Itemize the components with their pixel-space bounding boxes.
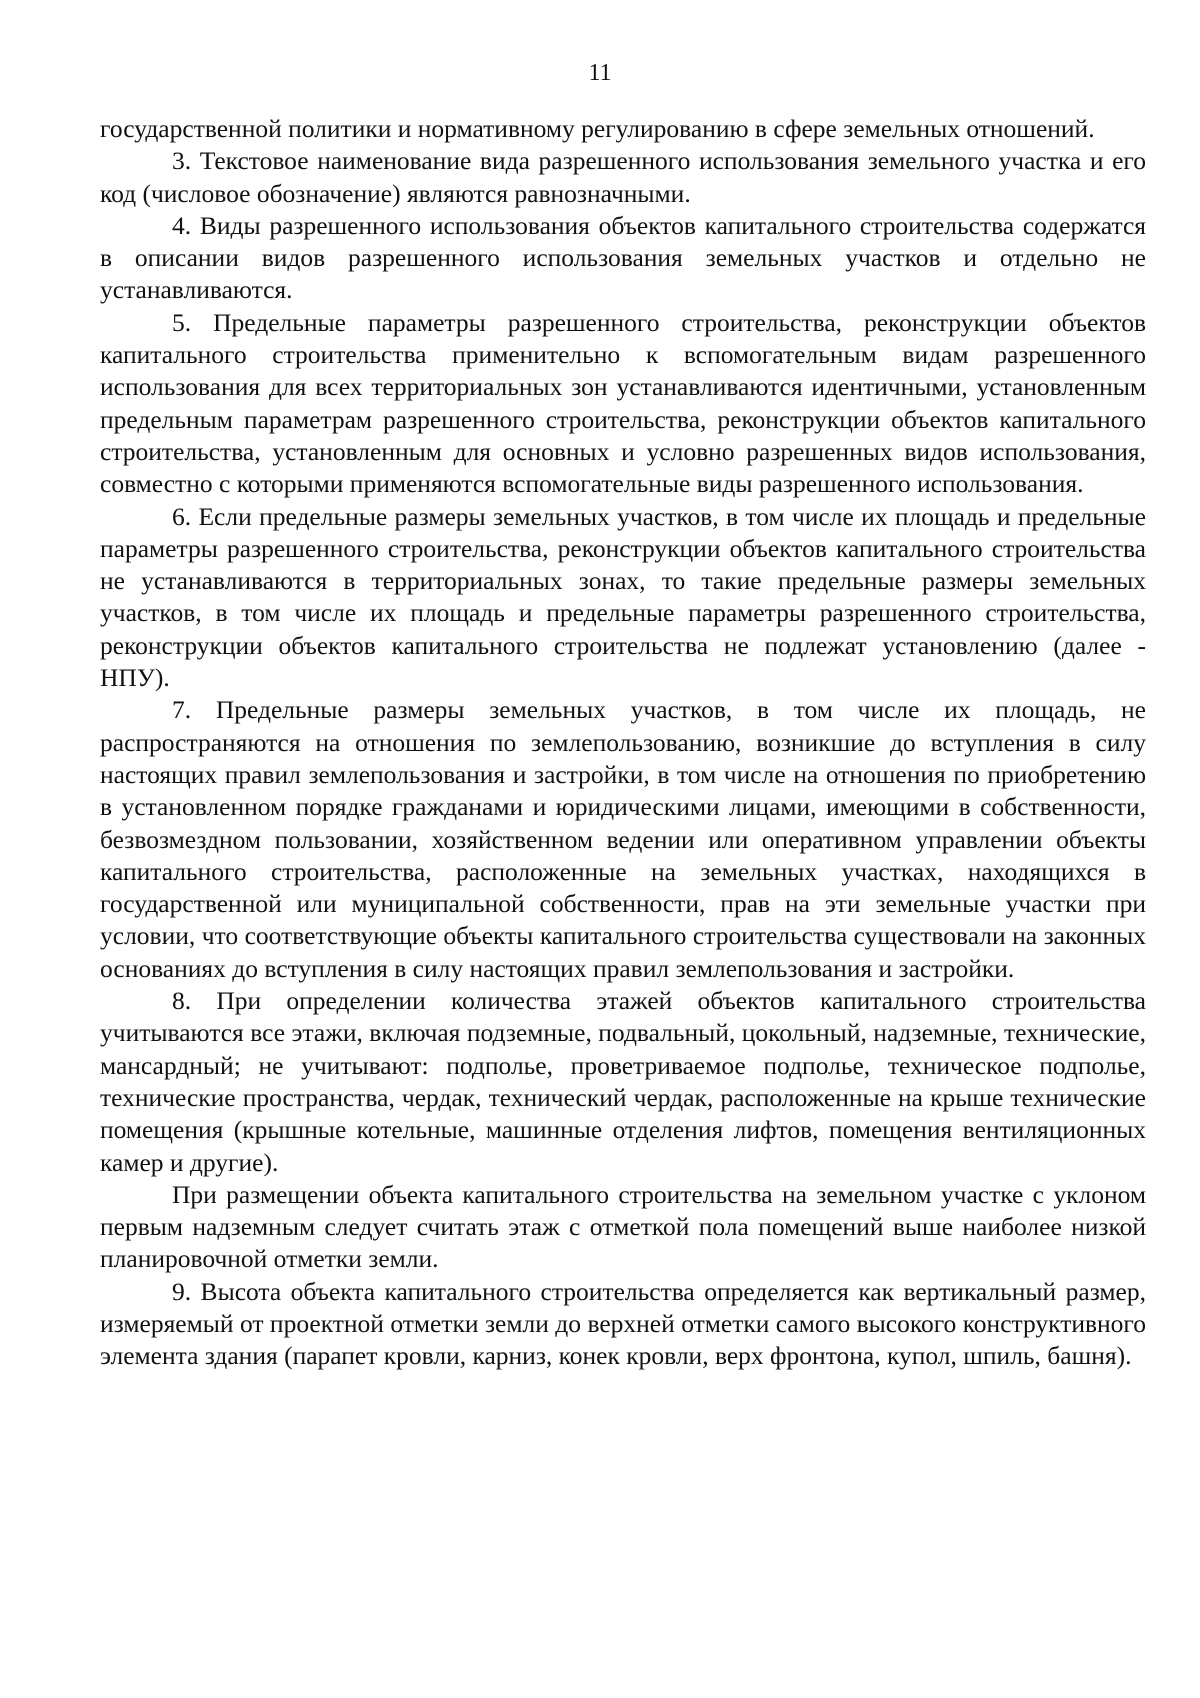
document-body (100, 113, 1146, 1373)
paragraph-item-5: 5. Предельные параметры разрешенного строительства, реконструкции объектов капитального строительства применительно к вспомогательным видам разрешенного использования для всех территориальных зон устанавливаются идентичными, установленным предельным параметрам разрешенного строительства, реконструкции объектов капитального строительства, установленным для основных и условно разрешенных видов использования, совместно с которыми применяются вспомогательные виды разрешенного использования. (100, 307, 1146, 499)
paragraph-item-9: 9. Высота объекта капитального строительства определяется как вертикальный размер, измеряемый от проектной отметки земли до верхней отметки самого высокого конструктивного элемента здания (парапет кровли, карниз, конек кровли, верх фронтона, купол, шпиль, башня). (100, 1276, 1146, 1371)
paragraph-item-4: 4. Виды разрешенного использования объектов капитального строительства содержатся в описании видов разрешенного использования земельных участков и отдельно не устанавливаются. (100, 210, 1146, 305)
paragraph-item-7: 7. Предельные размеры земельных участков, в том числе их площадь, не распространяются на отношения по землепользованию, возникшие до вступления в силу настоящих правил землепользования и застройки, в том числе на отношения по приобретению в установленном порядке гражданами и юридическими лицами, имеющими в собственности, безвозмездном пользовании, хозяйственном ведении или оперативном управлении объекты капитального строительства, расположенные на земельных участках, находящихся в государственной или муниципальной собственности, прав на эти земельные участки при условии, что соответствующие объекты капитального строительства существовали на законных основаниях до вступления в силу настоящих правил землепользования и застройки. (100, 695, 1146, 983)
paragraph-item-8-note: При размещении объекта капитального строительства на земельном участке с уклоном первым надземным следует считать этаж с отметкой пола помещений выше наиболее низкой планировочной отметки земли. (100, 1179, 1146, 1274)
paragraph-continuation: государственной политики и нормативному регулированию в сфере земельных отношений. (100, 114, 1095, 143)
page-number: 11 (588, 60, 612, 86)
paragraph-item-6: 6. Если предельные размеры земельных участков, в том числе их площадь и предельные параметры разрешенного строительства, реконструкции объектов капитального строительства не устанавливаются в территориальных зонах, то такие предельные размеры земельных участков, в том числе их площадь и предельные параметры разрешенного строительства, реконструкции объектов капитального строительства не подлежат установлению (далее - НПУ). (100, 501, 1146, 693)
paragraph-item-8: 8. При определении количества этажей объектов капитального строительства учитываются все этажи, включая подземные, подвальный, цокольный, надземные, технические, мансардный; не учитывают: подполье, проветриваемое подполье, техническое подполье, технические пространства, чердак, технический чердак, расположенные на крыше технические помещения (крышные котельные, машинные отделения лифтов, помещения вентиляционных камер и другие). (100, 986, 1146, 1177)
paragraph-item-3: 3. Текстовое наименование вида разрешенного использования земельного участка и его код (числовое обозначение) являются равнозначными. (100, 146, 1146, 208)
